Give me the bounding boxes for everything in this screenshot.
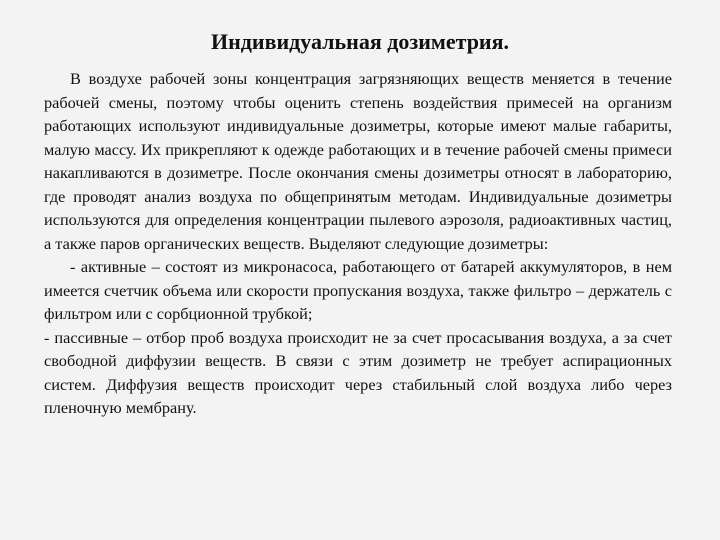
paragraph-passive-dosimeters: - пассивные – отбор проб воздуха происходит не за счет просасывания воздуха, а за счет свободной диффузии веществ. В связи с этим дозиметр не требует аспирационных систем. Диффузия веществ происходит через стабильный слой воздуха либо через пленочную мембрану.: [44, 327, 672, 417]
slide-title: Индивидуальная дозиметрия.: [210, 29, 510, 54]
paragraph-active-dosimeters: - активные – состоят из микронасоса, работающего от батарей аккумуляторов, в нем имеется счетчик объема или скорости пропускания воздуха, также фильтро – держатель с фильтром или с сорбционной трубкой;: [44, 257, 672, 323]
paragraph-intro: В воздухе рабочей зоны концентрация загрязняющих веществ меняется в течение рабочей смены, поэтому чтобы оценить степень воздействия примесей на организм работающих используют индивидуальные дозиметры, которые имеют малые габариты, малую массу. Их прикрепляют к одежде работающих и в течение рабочей смены примеси накапливаются в дозиметре. После окончания смены дозиметры относят в лабораторию, где проводят анализ воздуха по общепринятым методам. Индивидуальные дозиметры используются для определения концентрации пылевого аэрозоля, радиоактивных частиц, а также паров органических веществ. Выделяют следующие дозиметры:: [44, 69, 672, 253]
slide-body: [44, 67, 672, 420]
